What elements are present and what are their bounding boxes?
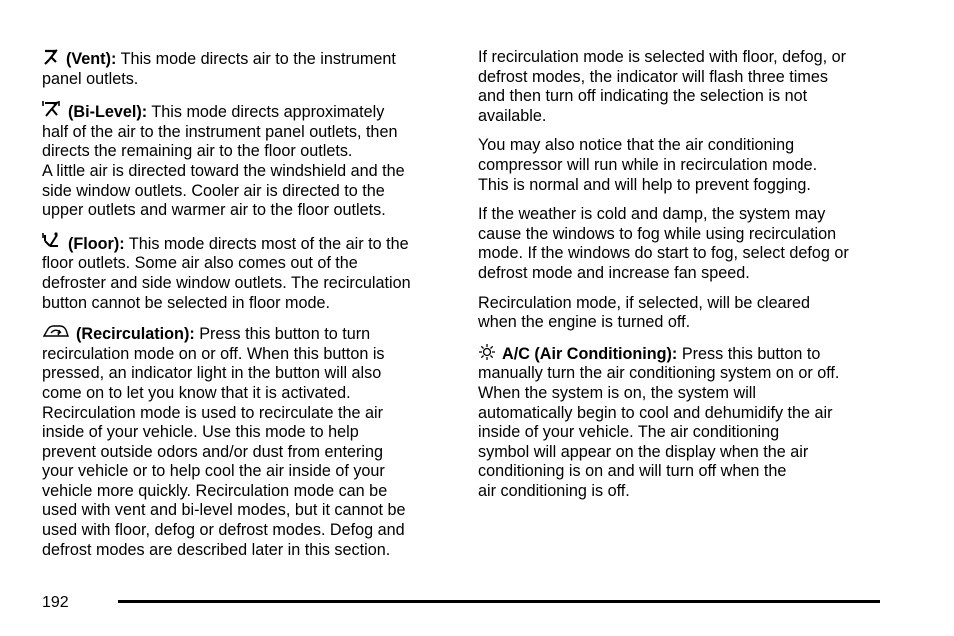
recirc-paragraph — [42, 323, 444, 560]
ac-line-3: When the system is on, the system will — [478, 383, 756, 402]
recirc-line-12: defrost modes are described later in this section. — [42, 540, 391, 559]
floor-line-1 — [42, 231, 444, 255]
p4-line-1: Recirculation mode, if selected, will be cleared — [478, 293, 811, 312]
floor-line-2: floor outlets. Some air also comes out of the — [42, 254, 358, 273]
ac-line-4: automatically begin to cool and dehumidify the air — [478, 403, 833, 422]
ac-line-5: inside of your vehicle. The air conditioning — [478, 423, 780, 442]
floor-text-1: This mode directs most of the air to the — [124, 234, 409, 253]
air-conditioning-icon — [478, 343, 496, 361]
p2-line-3: This is normal and will help to prevent fogging. — [478, 175, 811, 194]
ac-line-2: manually turn the air conditioning system on or off. — [478, 364, 840, 383]
floor-line-4: button cannot be selected in floor mode. — [42, 293, 330, 312]
vent-text: This mode directs air to the instrument — [116, 50, 396, 68]
recirc-text-1: Press this button to turn — [194, 325, 371, 344]
floor-paragraph — [42, 231, 444, 313]
ac-line-7: conditioning is on and will turn off when the — [478, 462, 787, 481]
left-column — [42, 48, 444, 570]
floor-mode-icon — [42, 231, 62, 251]
recirc-line-8: your vehicle or to help cool the air inside of your — [42, 462, 385, 481]
recirc-term: (Recirculation): — [76, 325, 195, 344]
ac-line-1 — [478, 343, 882, 365]
recirc-line-10: used with vent and bi-level modes, but it cannot be — [42, 501, 406, 520]
ac-line-8: air conditioning is off. — [478, 481, 630, 500]
vent-line-2: panel outlets. — [42, 69, 139, 88]
ac-text-1: Press this button to — [677, 344, 821, 363]
p3-line-2: cause the windows to fog while using recirculation — [478, 224, 837, 243]
bilevel-line-2: half of the air to the instrument panel outlets, then — [42, 122, 398, 141]
floor-term: (Floor): — [68, 234, 125, 253]
bilevel-line-4: A little air is directed toward the windshield and the — [42, 161, 405, 180]
recirc-line-7: prevent outside odors and/or dust from entering — [42, 442, 384, 461]
vent-mode-icon — [42, 48, 60, 66]
compressor-paragraph — [478, 136, 882, 195]
bilevel-line-3: directs the remaining air to the floor outlets. — [42, 142, 353, 161]
vent-line-1 — [42, 48, 444, 70]
recirc-line-4: come on to let you know that it is activated. — [42, 383, 351, 402]
fog-paragraph — [478, 205, 882, 283]
recirc-line-2: recirculation mode on or off. When this button is — [42, 344, 385, 363]
vent-paragraph — [42, 48, 444, 89]
p1-line-1: If recirculation mode is selected with floor, defog, or — [478, 48, 846, 66]
bilevel-line-1 — [42, 99, 444, 123]
p2-line-2: compressor will run while in recirculation mode. — [478, 155, 818, 174]
p1-line-3: and then turn off indicating the selection is not — [478, 87, 808, 106]
footer-rule — [118, 600, 880, 603]
floor-line-3: defroster and side window outlets. The recirculation — [42, 273, 411, 292]
ac-term: A/C (Air Conditioning): — [502, 344, 678, 363]
bilevel-paragraph — [42, 99, 444, 221]
ac-paragraph — [478, 343, 882, 502]
bilevel-term: (Bi-Level): — [68, 103, 148, 122]
recirc-line-5: Recirculation mode is used to recirculate the air — [42, 403, 383, 422]
bi-level-mode-icon — [42, 99, 62, 119]
vent-term: (Vent): — [66, 50, 117, 68]
bilevel-line-6: upper outlets and warmer air to the floor outlets. — [42, 201, 386, 220]
right-column — [478, 48, 882, 511]
p3-line-4: defrost mode and increase fan speed. — [478, 263, 750, 282]
bilevel-text-1: This mode directs approximately — [147, 103, 385, 122]
p3-line-1: If the weather is cold and damp, the system may — [478, 205, 826, 224]
recirc-line-1 — [42, 323, 444, 345]
recirc-line-11: used with floor, defog or defrost modes. Defog and — [42, 521, 405, 540]
p1-line-4: available. — [478, 106, 547, 125]
cleared-paragraph — [478, 294, 882, 333]
p1-line-2: defrost modes, the indicator will flash three times — [478, 67, 828, 86]
bilevel-line-5: side window outlets. Cooler air is directed to the — [42, 181, 385, 200]
p4-line-2: when the engine is turned off. — [478, 313, 691, 332]
recirc-line-6: inside of your vehicle. Use this mode to help — [42, 423, 359, 442]
recirc-line-3: pressed, an indicator light in the button will also — [42, 364, 382, 383]
page-number: 192 — [42, 594, 69, 611]
p2-line-1: You may also notice that the air conditioning — [478, 136, 795, 155]
p3-line-3: mode. If the windows do start to fog, select defog or — [478, 244, 849, 263]
recirc-flash-paragraph — [478, 48, 882, 126]
ac-line-6: symbol will appear on the display when the air — [478, 442, 809, 461]
recirculation-icon — [42, 323, 70, 341]
recirc-line-9: vehicle more quickly. Recirculation mode can be — [42, 481, 388, 500]
